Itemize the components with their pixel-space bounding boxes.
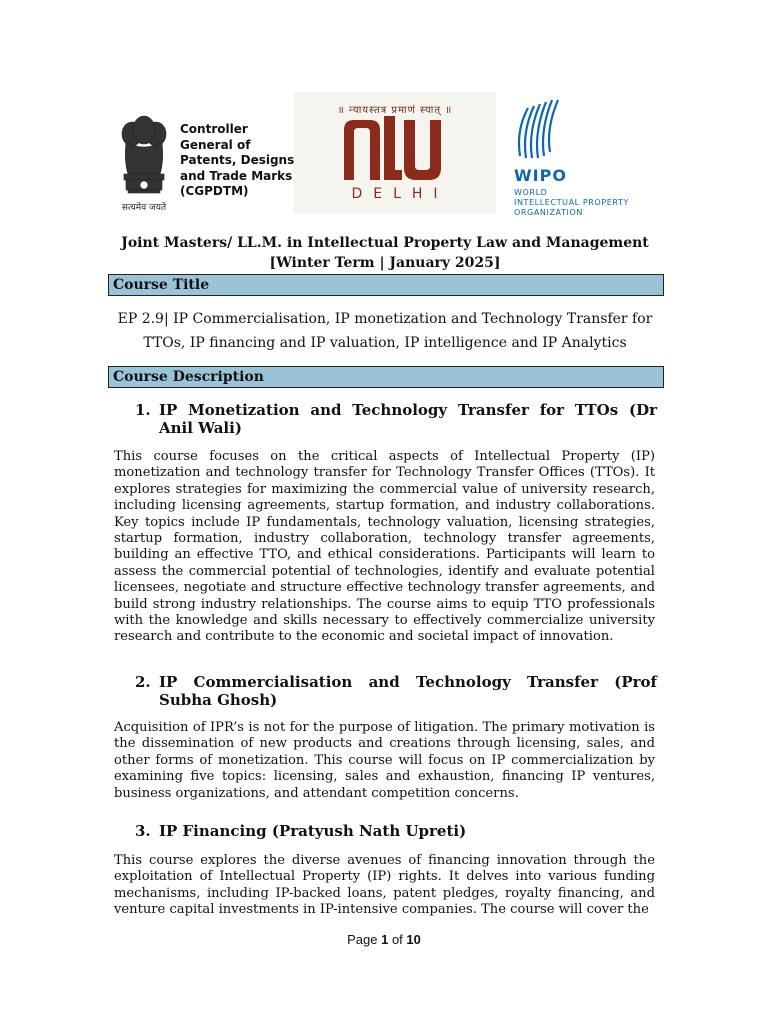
course-description-bar: Course Description [108,366,664,388]
cgpdtm-text: Controller General of Patents, Designs and Trade Marks (CGPDTM) [180,122,295,198]
section-body-1: This course focuses on the critical aspects of Intellectual Property (IP) monetization and technology transfer for Technology Transfer Offices (TTOs). It explores strategies for maximizing the commercial value of university research, including licensing agreements, startup formation, and industry collaborations. Key topics include IP fundamentals, technology valuation, licensing strategies, startup formation, industry collaboration, technology transfer agreements, building an effective TTO, and ethical considerations. Participants will learn to assess the commercial potential of technologies, identify and evaluate potential licensees, negotiate and structure effective technology transfer agreements, and build strong industry relationships. The course aims to equip TTO professionals with the knowledge and skills necessary to effectively commercialize university research and contribute to the economic and societal impact of innovation. [114,449,655,645]
wipo-name: WIPO [514,166,567,185]
section-body-3: This course explores the diverse avenues of financing innovation through the exploitation of Intellectual Property (IP) rights. It delves into various funding mechanisms, including IP-backed loans, patent pledges, royalty financing, and venture capital investments in IP-intensive companies. The course will cover the [114,853,655,918]
wipo-line-1: WORLD [514,188,548,197]
section-heading-2: 2. IP Commercialisation and Technology Transfer (Prof Subha Ghosh) [135,673,657,709]
total-pages: 10 [406,932,421,947]
course-title-text: EP 2.9| IP Commercialisation, IP monetization and Technology Transfer for TTOs, IP financing and IP valuation, IP intelligence and IP Analytics [117,311,653,351]
wipo-line-2: INTELLECTUAL PROPERTY [514,198,629,207]
program-title: Joint Masters/ LL.M. in Intellectual Property Law and Management [Winter Term | January 2025] [121,235,649,271]
section-heading-1: 1. IP Monetization and Technology Transfer for TTOs (Dr Anil Wali) [135,401,657,437]
wipo-globe-icon [514,94,562,162]
wipo-logo [510,92,660,220]
nlu-motto: ॥ न्यायस्तत्र प्रमाणं स्यात् ॥ [337,105,453,116]
section-heading-3: 3. IP Financing (Pratyush Nath Upreti) [135,822,467,840]
national-emblem-logo [112,112,176,216]
nlu-monogram-icon [340,116,450,180]
wipo-line-3: ORGANIZATION [514,208,583,217]
current-page: 1 [381,932,389,947]
emblem-motto: सत्यमेव जयते [121,203,167,213]
nlu-delhi-logo [294,92,496,214]
course-title-bar: Course Title [108,274,664,296]
nlu-city: DELHI [351,186,449,202]
header-logos [112,92,658,220]
page-footer: Page 1 of 10 [347,932,421,947]
section-body-2: Acquisition of IPR’s is not for the purpose of litigation. The primary motivation is the dissemination of new products and creations through licensing, sales, and other forms of monetization. This course will focus on IP commercialization by examining five topics: licensing, sales and exhaustion, financing IP ventures, business organizations, and attendant competition concerns. [114,720,655,801]
